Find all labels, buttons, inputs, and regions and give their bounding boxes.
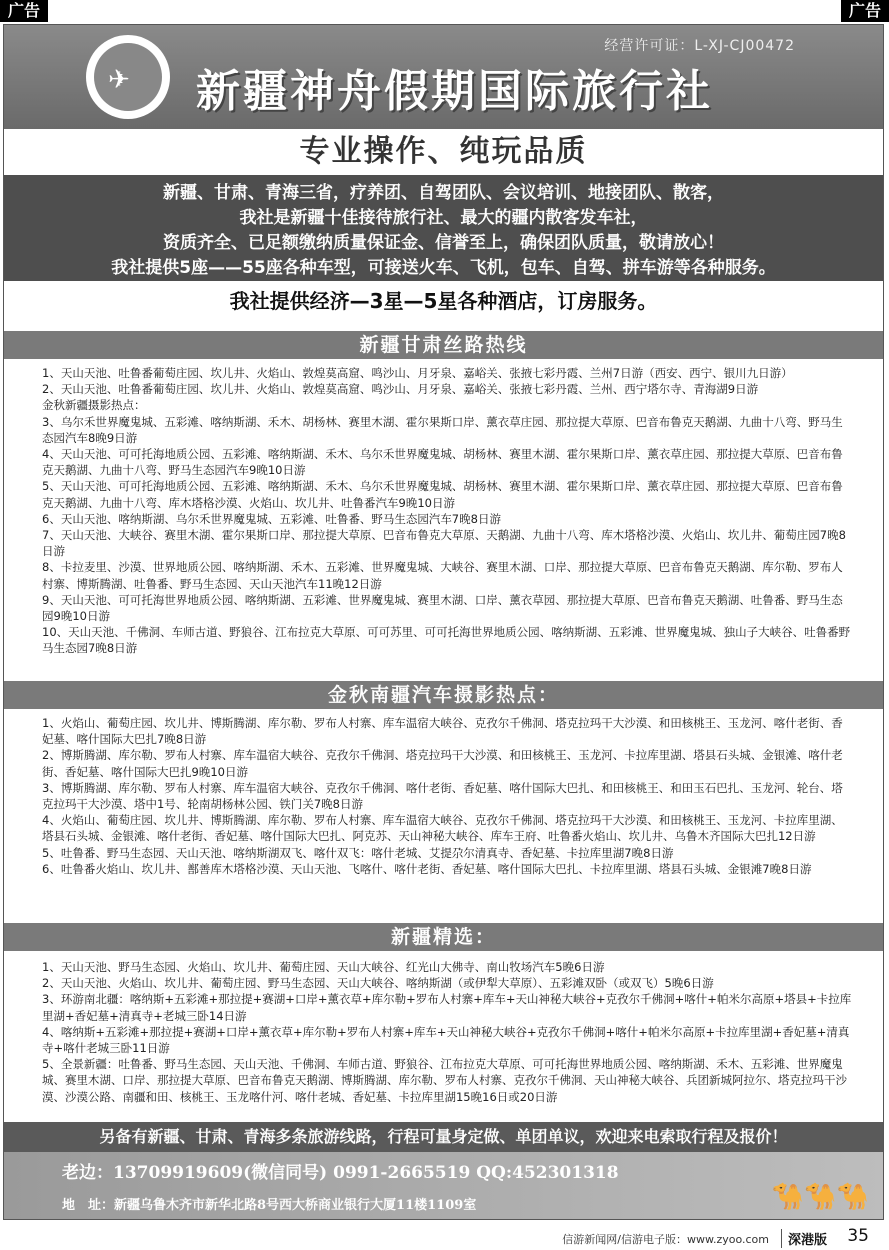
footer-edition: 深港版: [781, 1229, 827, 1248]
route-item: 3、环游南北疆：喀纳斯+五彩滩+那拉提+赛湖+口岸+薰衣草+库尔勒+罗布人村寨+库车+天山神秘大峡谷+克孜尔千佛洞+喀什+帕米尔高原+塔县+卡拉库里湖+香妃墓+清真寺+老城三卧14日游: [42, 992, 852, 1023]
intro-line: 资质齐全、已足额缴纳质量保证金、信誉至上，确保团队质量，敬请放心！: [163, 233, 724, 253]
route-item: 3、乌尔禾世界魔鬼城、五彩滩、喀纳斯湖、禾木、胡杨林、赛里木湖、霍尔果斯口岸、薰衣草庄园、那拉提大草原、巴音布鲁克天鹅湖、九曲十八弯、野马生态园汽车8晚9日游: [42, 414, 843, 445]
route-item: 10、天山天池、千佛洞、车师古道、野狼谷、江布拉克大草原、可可苏里、可可托海世界地质公园、喀纳斯湖、五彩滩、世界魔鬼城、独山子大峡谷、吐鲁番野马生态园7晚8日游: [42, 625, 851, 656]
route-item: 金秋新疆摄影热点：: [42, 398, 146, 413]
route-item: 5、天山天池、可可托海地质公园、五彩滩、喀纳斯湖、禾木、乌尔禾世界魔鬼城、胡杨林、赛里木湖、霍尔果斯口岸、薰衣草庄园、那拉提大草原、巴音布鲁克天鹅湖、九曲十八弯、库木塔格沙漠、火焰山、坎儿井、吐鲁番汽车9晚10日游: [42, 479, 843, 510]
route-item: 8、卡拉麦里、沙漠、世界地质公园、喀纳斯湖、禾木、五彩滩、世界魔鬼城、大峡谷、赛里木湖、口岸、那拉提大草原、巴音布鲁克天鹅湖、库尔勒、罗布人村寨、博斯腾湖、吐鲁番、野马生态园、天山天池汽车11晚12日游: [42, 560, 843, 591]
route-item: 2、天山天池、吐鲁番葡萄庄园、坎儿井、火焰山、敦煌莫高窟、鸣沙山、月牙泉、嘉峪关、张掖七彩丹霞、兰州、西宁塔尔寺、青海湖9日游: [42, 382, 759, 397]
route-item: 2、天山天池、火焰山、坎儿井、葡萄庄园、野马生态园、天山大峡谷、喀纳斯湖（或伊犁大草原）、五彩滩双卧（或双飞）5晚6日游: [42, 976, 714, 991]
route-item: 4、天山天池、可可托海地质公园、五彩滩、喀纳斯湖、禾木、乌尔禾世界魔鬼城、胡杨林、赛里木湖、霍尔果斯口岸、薰衣草庄园、那拉提大草原、巴音布鲁克天鹅湖、九曲十八弯、野马生态园汽车9晚10日游: [42, 447, 843, 478]
route-item: 1、天山天池、吐鲁番葡萄庄园、坎儿井、火焰山、敦煌莫高窟、鸣沙山、月牙泉、嘉峪关、张掖七彩丹霞、兰州7日游（西安、西宁、银川九日游）: [42, 366, 793, 380]
intro-line: 我社是新疆十佳接待旅行社、最大的疆内散客发车社，: [239, 208, 648, 228]
intro-block: [4, 175, 883, 281]
section-title-xinjiang-selection: 新疆精选：: [4, 923, 883, 951]
company-logo-icon: ✈: [86, 35, 170, 119]
header-banner: [4, 25, 883, 129]
footer-source: 信游新闻网/信游电子版：www.zyoo.com: [562, 1233, 769, 1246]
advertisement-frame: [3, 24, 884, 1220]
route-item: 7、天山天池、大峡谷、赛里木湖、霍尔果斯口岸、那拉提大草原、巴音布鲁克大草原、天鹅湖、九曲十八弯、库木塔格沙漠、火焰山、坎儿井、葡萄庄园7晚8日游: [42, 528, 846, 559]
route-item: 9、天山天池、可可托海世界地质公园、喀纳斯湖、五彩滩、世界魔鬼城、赛里木湖、口岸、薰衣草园、那拉提大草原、巴音布鲁克天鹅湖、吐鲁番、野马生态园9晚10日游: [42, 592, 843, 624]
route-item: 2、博斯腾湖、库尔勒、罗布人村寨、库车温宿大峡谷、克孜尔千佛洞、塔克拉玛干大沙漠、和田核桃王、玉龙河、卡拉库里湖、塔县石头城、金银滩、喀什老街、香妃墓、喀什国际大巴扎9晚10日游: [42, 748, 843, 779]
custom-itinerary-banner: 另备有新疆、甘肃、青海多条旅游线路，行程可量身定做、单团单议，欢迎来电索取行程及报价！: [4, 1122, 883, 1152]
route-item: 3、博斯腾湖、库尔勒、罗布人村寨、库车温宿大峡谷、克孜尔千佛洞、喀什老街、香妃墓、喀什国际大巴扎、和田核桃王、和田玉石巴扎、玉龙河、轮台、塔克拉玛干大沙漠、塔中1号、轮南胡杨林公园、铁门关7晚8日游: [42, 780, 843, 812]
contact-block: [4, 1152, 883, 1220]
intro-line: 我社提供5座——55座各种车型，可接送火车、飞机，包车、自驾、拼车游等各种服务。: [111, 258, 776, 278]
route-item: 1、天山天池、野马生态园、火焰山、坎儿井、葡萄庄园、天山大峡谷、红光山大佛寺、南山牧场汽车5晚6日游: [42, 960, 605, 974]
ad-tag-left: 广告: [0, 0, 48, 22]
slogan: 专业操作、纯玩品质: [299, 134, 588, 169]
contact-address: 地 址：新疆乌鲁木齐市新华北路8号西大桥商业银行大厦11楼1109室: [62, 1198, 477, 1213]
section-title-south-xinjiang: 金秋南疆汽车摄影热点：: [4, 681, 883, 709]
contact-phone: 老边：13709919609(微信同号) 0991-2665519 QQ:452301318: [62, 1163, 619, 1183]
route-item: 5、全景新疆：吐鲁番、野马生态园、天山天池、千佛洞、车师古道、野狼谷、江布拉克大草原、可可托海世界地质公园、喀纳斯湖、禾木、五彩滩、世界魔鬼城、赛里木湖、口岸、那拉提大草原、巴音布鲁克天鹅湖、博斯腾湖、库尔勒、罗布人村寨、克孜尔千佛洞、天山神秘大峡谷、兵团新城阿拉尔、塔克拉玛干沙漠、沙漠公路、南疆和田、核桃王、玉龙喀什河、喀什老城、香妃墓、卡拉库里湖15晚16日或20日游: [42, 1057, 847, 1104]
slogan-band: [4, 129, 883, 175]
route-item: 1、火焰山、葡萄庄园、坎儿井、博斯腾湖、库尔勒、罗布人村寨、库车温宿大峡谷、克孜尔千佛洞、塔克拉玛干大沙漠、和田核桃王、玉龙河、喀什老街、香妃墓、喀什国际大巴扎7晚8日游: [42, 716, 843, 747]
page-footer: [0, 1226, 889, 1250]
ad-tag-right: 广告: [841, 0, 889, 22]
route-list-xinjiang-selection: [42, 959, 854, 1105]
route-list-silk-road: [42, 365, 854, 657]
route-list-south-xinjiang: [42, 715, 854, 877]
route-item: 4、喀纳斯+五彩滩+那拉提+赛湖+口岸+薰衣草+库尔勒+罗布人村寨+库车+天山神秘大峡谷+克孜尔千佛洞+喀什+帕米尔高原+卡拉库里湖+香妃墓+清真寺+喀什老城三卧11日游: [42, 1024, 850, 1056]
route-item: 5、吐鲁番、野马生态园、天山天池、喀纳斯湖双飞、喀什双飞：喀什老城、艾提尕尔清真寺、香妃墓、卡拉库里湖7晚8日游: [42, 845, 674, 860]
license-number: 经营许可证：L-XJ-CJ00472: [604, 38, 795, 54]
section-title-silk-road: 新疆甘肃丝路热线: [4, 331, 883, 359]
page-number: 35: [847, 1226, 869, 1246]
route-item: 6、天山天池、喀纳斯湖、乌尔禾世界魔鬼城、五彩滩、吐鲁番、野马生态园汽车7晚8日游: [42, 511, 501, 526]
camel-caravan-icon: 🐪🐪🐪: [771, 1182, 869, 1212]
route-item: 4、火焰山、葡萄庄园、坎儿井、博斯腾湖、库尔勒、罗布人村寨、库车温宿大峡谷、克孜尔千佛洞、塔克拉玛干大沙漠、和田核桃王、玉龙河、卡拉库里湖、塔县石头城、金银滩、喀什老街、香妃墓、喀什国际大巴扎、阿克苏、天山神秘大峡谷、库车王府、吐鲁番火焰山、坎儿井、乌鲁木齐国际大巴扎12日游: [42, 813, 843, 844]
hotel-service: 我社提供经济—3星—5星各种酒店，订房服务。: [229, 289, 658, 313]
company-name: 新疆神舟假期国际旅行社: [196, 66, 713, 117]
intro-line: 新疆、甘肃、青海三省，疗养团、自驾团队、会议培训、地接团队、散客，: [163, 183, 724, 203]
route-item: 6、吐鲁番火焰山、坎儿井、鄯善库木塔格沙漠、天山天池、飞喀什、喀什老街、香妃墓、喀什国际大巴扎、卡拉库里湖、塔县石头城、金银滩7晚8日游: [42, 861, 812, 876]
